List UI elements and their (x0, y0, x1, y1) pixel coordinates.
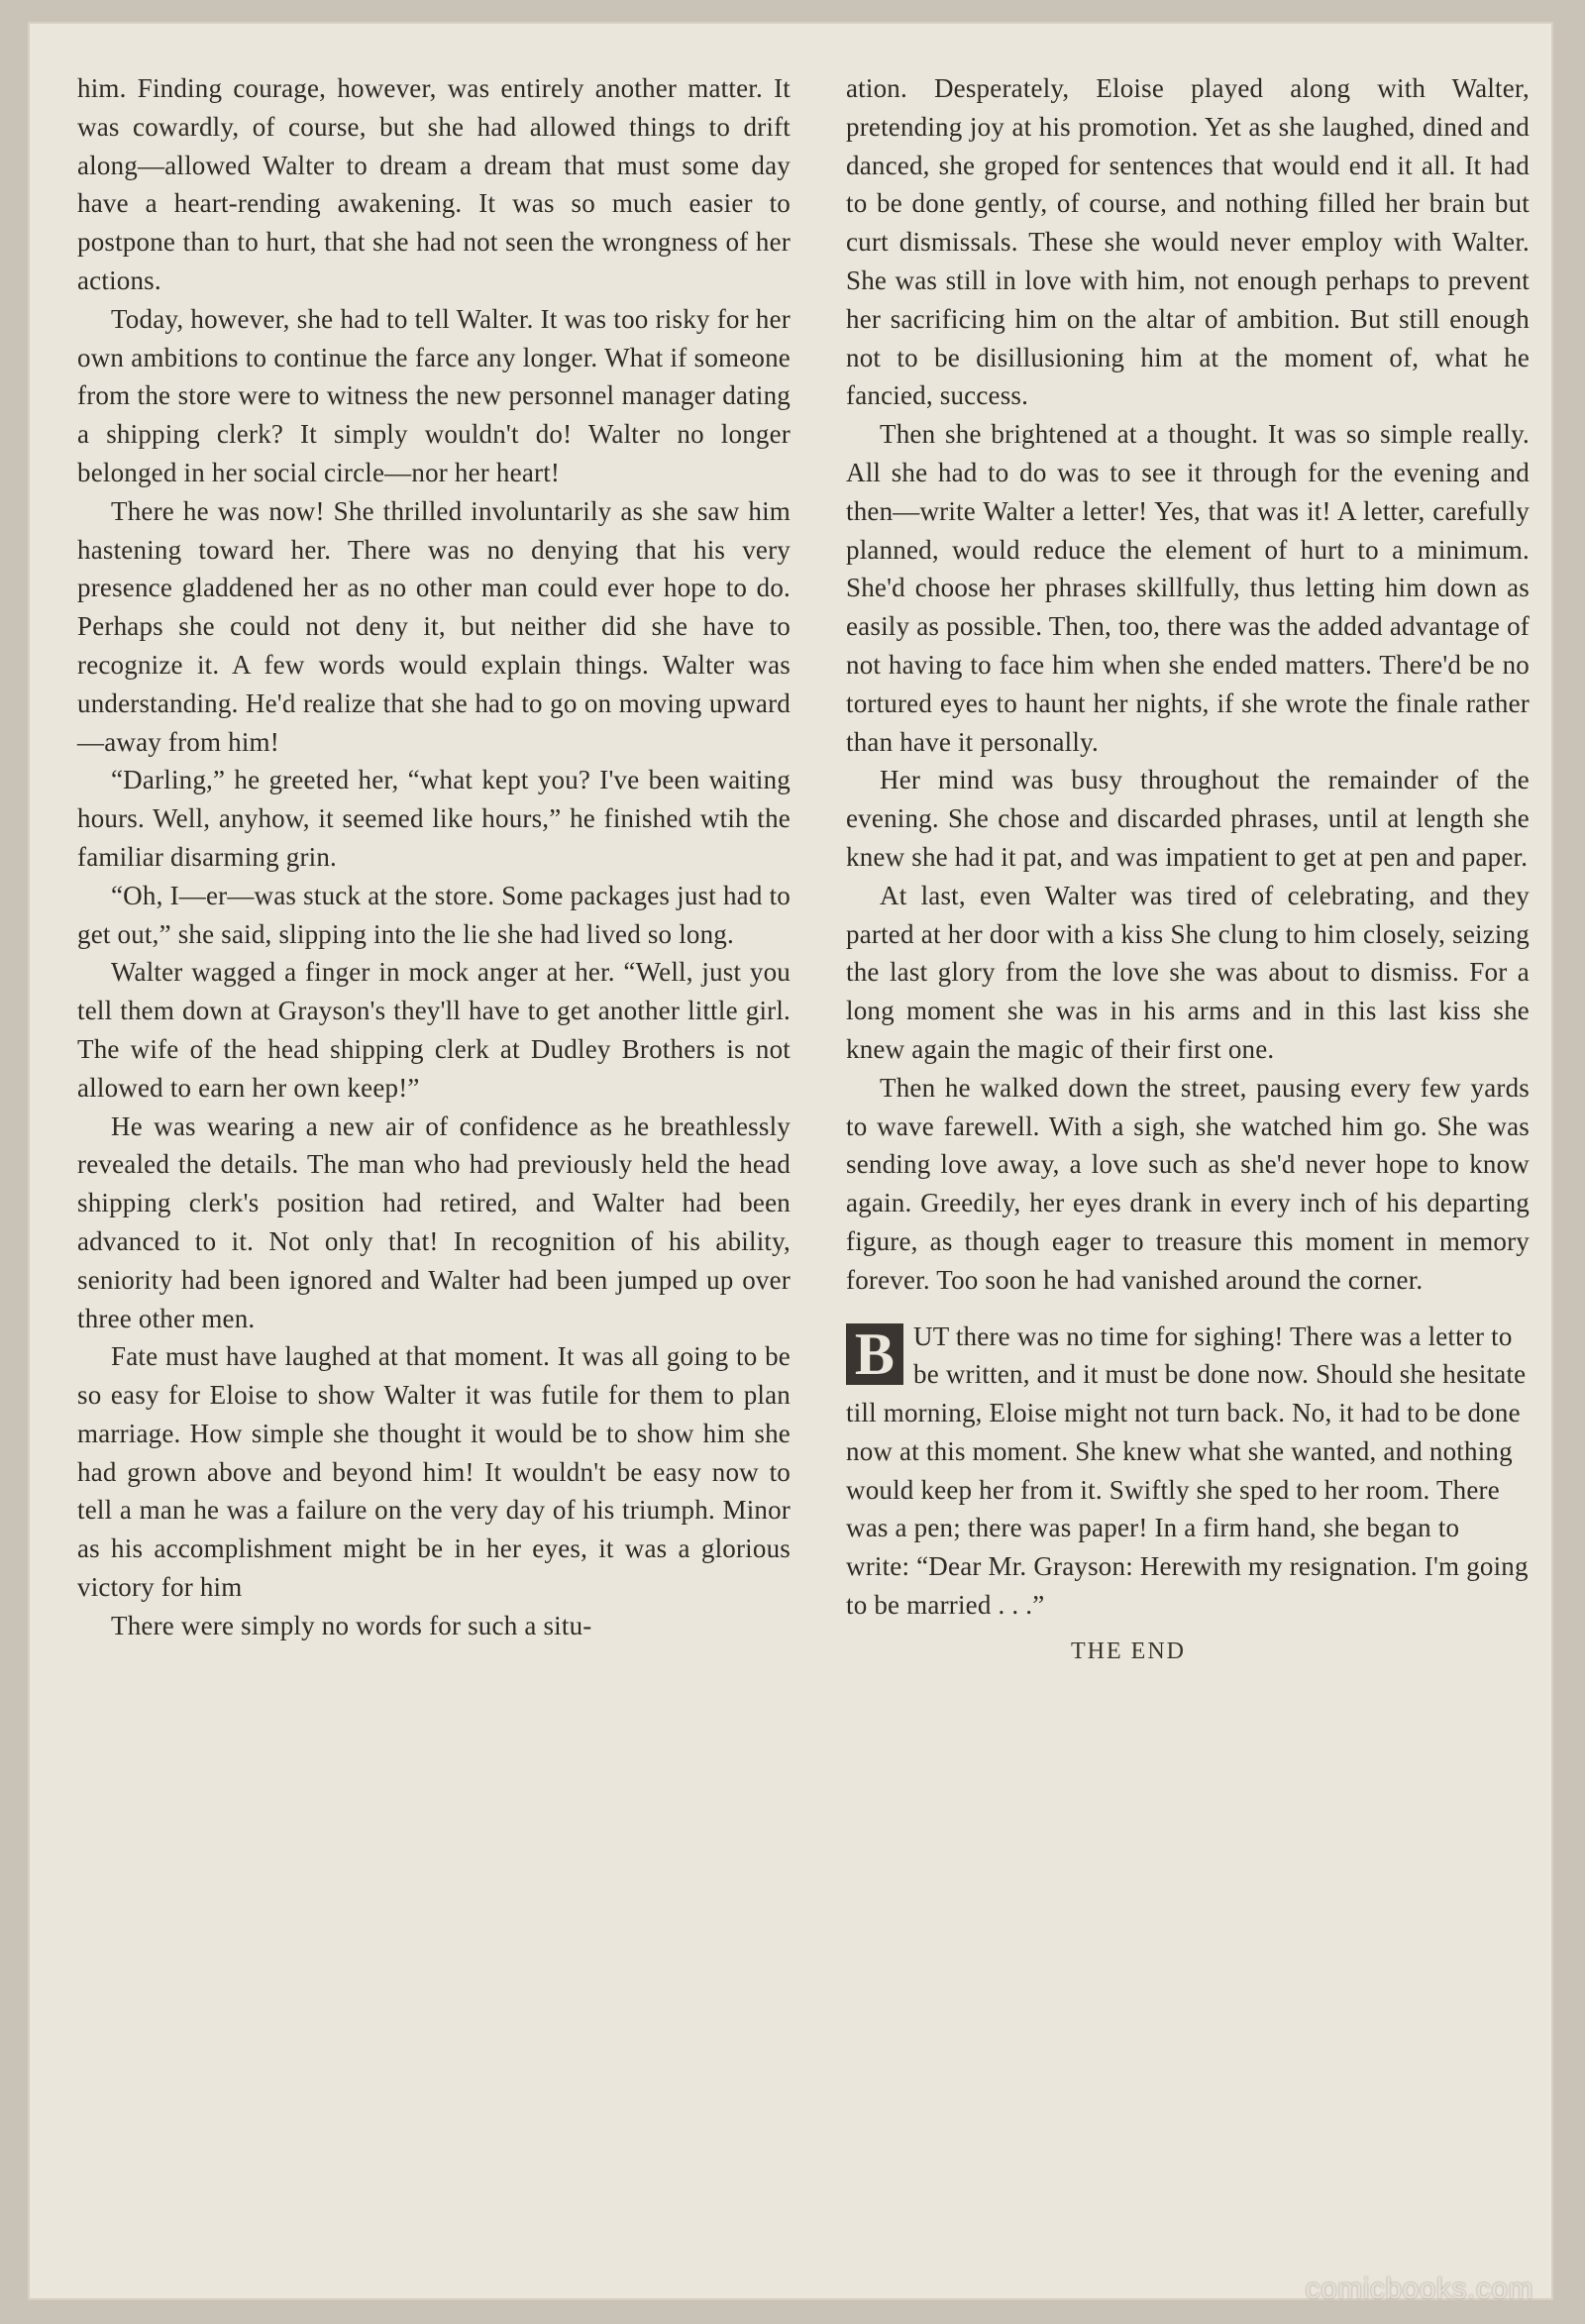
paragraph: Then she brightened at a thought. It was so simple really. All she had to do was to see it through for the evening and then—write Walter a letter! Yes, that was it! A letter, carefully planned, would reduce the element of hurt to a minimum. She'd choose her phrases skillfully, thus letting him down as easily as possible. Then, too, there was the added advantage of not having to face him when she ended matters. There'd be no tortured eyes to haunt her nights, if she wrote the finale rather than have it personally. (846, 419, 1530, 757)
paragraph: Then he walked down the street, pausing every few yards to wave farewell. With a sigh, she watched him go. She was sending love away, a love such as she'd never hope to know again. Greedily, her eyes drank in every inch of his departing figure, as though eager to treasure this moment in memory forever. Too soon he had vanished around the corner. (846, 1072, 1530, 1295)
site-watermark: comicbooks.com (1305, 2272, 1533, 2305)
paragraph: Fate must have laughed at that moment. It was all going to be so easy for Eloise to show Walter it was futile for them to plan marriage. How simple she thought it would be to show him she had grown above and beyond him! It wouldn't be easy now to tell a man he was a failure on the very day of his triumph. Minor as his accomplishment might be in her eyes, it was a glorious victory for him (77, 1341, 791, 1603)
magazine-page (28, 22, 1553, 2300)
right-column (846, 69, 1530, 1671)
paragraph: There he was now! She thrilled involuntarily as she saw him hastening toward her. There was no denying that his very presence gladdened her as no other man could ever hope to do. Perhaps she could not deny it, but neither did she have to recognize it. A few words would explain things. Walter was understanding. He'd realize that she had to go on moving upward—away from him! (77, 495, 791, 757)
paragraph: Today, however, she had to tell Walter. It was too risky for her own ambitions to continue the farce any longer. What if someone from the store were to witness the new personnel manager dating a shipping clerk? It simply wouldn't do! Walter no longer belonged in her social circle—nor her heart! (77, 303, 791, 487)
final-section (846, 1318, 1530, 1671)
paragraph: “Oh, I—er—was stuck at the store. Some packages just had to get out,” she said, slipping into the lie she had lived so long. (77, 880, 791, 949)
left-column (77, 69, 791, 1645)
paragraph: him. Finding courage, however, was entirely another matter. It was cowardly, of course, but she had allowed things to drift along—allowed Walter to dream a dream that must some day have a heart-rending awakening. It was so much easier to postpone than to hurt, that she had not seen the wrongness of her actions. (77, 73, 791, 295)
paragraph: There were simply no words for such a situ- (111, 1610, 592, 1640)
drop-cap: B (846, 1323, 903, 1385)
paragraph: “Darling,” he greeted her, “what kept you? I've been waiting hours. Well, anyhow, it seemed like hours,” he finished wtih the familiar disarming grin. (77, 765, 791, 872)
final-paragraph: UT there was no time for sighing! There was a letter to be written, and it must be done now. Should she hesitate till morning, Eloise might not turn back. No, it had to be done now at this moment. She knew what she wanted, and nothing would keep her from it. Swiftly she sped to her room. There was a pen; there was paper! In a firm hand, she began to write: “Dear Mr. Grayson: Herewith my resignation. I'm going to be married . . .” (846, 1320, 1529, 1621)
the-end-label: THE END (1071, 1637, 1186, 1664)
paragraph: He was wearing a new air of confidence as he breathlessly revealed the details. The man who had previously held the head shipping clerk's position had retired, and Walter had been advanced to it. Not only that! In recognition of his ability, seniority had been ignored and Walter had been jumped up over three other men. (77, 1110, 791, 1333)
paragraph: Walter wagged a finger in mock anger at her. “Well, just you tell them down at Grayson's they'll have to get another little girl. The wife of the head shipping clerk at Dudley Brothers is not allowed to earn her own keep!” (77, 957, 791, 1103)
paragraph: Her mind was busy throughout the remainder of the evening. She chose and discarded phrases, until at length she knew she had it pat, and was impatient to get at pen and paper. (846, 765, 1530, 872)
paragraph: ation. Desperately, Eloise played along with Walter, pretending joy at his promotion. Yet as she laughed, dined and danced, she groped for sentences that would end it all. It had to be done gently, of course, and nothing filled her brain but curt dismissals. These she would never employ with Walter. She was still in love with him, not enough perhaps to prevent her sacrificing him on the altar of ambition. But still enough not to be disillusioning him at the moment of, what he fancied, success. (846, 73, 1530, 411)
paragraph: At last, even Walter was tired of celebrating, and they parted at her door with a kiss She clung to him closely, seizing the last glory from the love she was about to dismiss. For a long moment she was in his arms and in this last kiss she knew again the magic of their first one. (846, 880, 1530, 1064)
